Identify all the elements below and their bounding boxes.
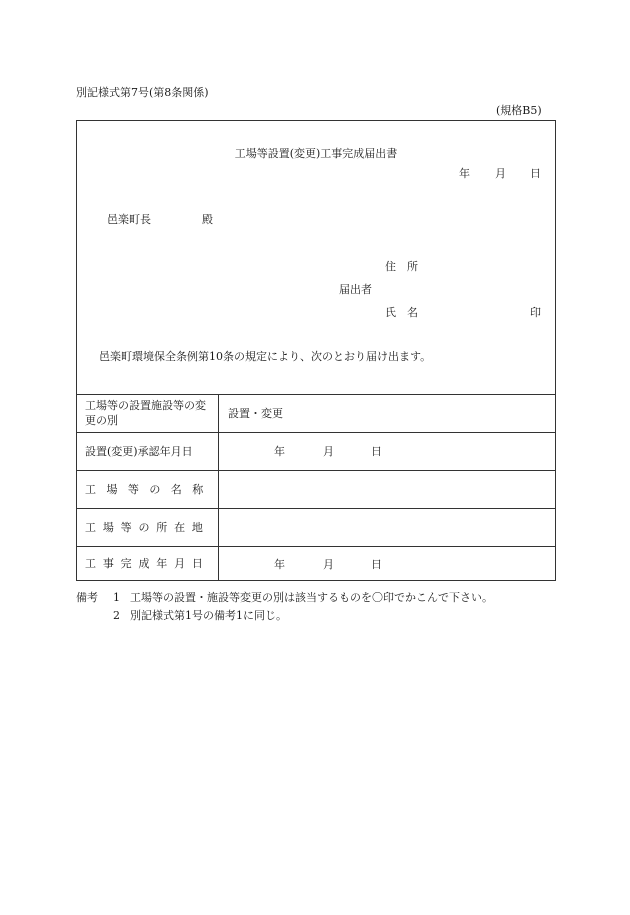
address-label: 住 所	[385, 260, 418, 273]
form-title: 工場等設置(変更)工事完成届出書	[234, 147, 398, 160]
notification-form	[76, 120, 556, 581]
addressee: 邑楽町長	[107, 213, 151, 226]
row-label-change-type: 工場等の設置施設等の変更の別	[85, 398, 206, 427]
row-value-approval-date[interactable]	[218, 433, 555, 470]
paper-size-label: (規格B5)	[496, 104, 542, 117]
note-number: 1	[113, 591, 120, 604]
header-date-day: 日	[530, 167, 541, 180]
row-value-facility-name[interactable]	[228, 471, 548, 508]
row-label-facility-location: 工場等の所在地	[85, 520, 210, 534]
note-number: 2	[113, 609, 120, 622]
approval-year-label: 年	[274, 445, 285, 458]
completion-year-label: 年	[274, 558, 285, 571]
completion-day-label: 日	[371, 558, 382, 571]
completion-month-label: 月	[323, 558, 334, 571]
row-label-completion-date: 工事完成年月日	[85, 557, 210, 571]
row-label-approval-date: 設置(変更)承認年月日	[85, 444, 193, 458]
seal-mark: 印	[530, 306, 541, 319]
note-text: 工場等の設置・施設等変更の別は該当するものを〇印でかこんで下さい。	[130, 591, 493, 604]
approval-day-label: 日	[371, 445, 382, 458]
notifier-label: 届出者	[339, 283, 372, 296]
row-value-completion-date[interactable]	[218, 547, 555, 581]
notes-heading: 備考	[76, 591, 98, 604]
header-date-month: 月	[495, 167, 506, 180]
note-text: 別記様式第1号の備考1に同じ。	[130, 609, 287, 622]
row-value-change-type[interactable]: 設置・変更	[228, 406, 283, 420]
approval-month-label: 月	[323, 445, 334, 458]
row-value-facility-location[interactable]	[228, 509, 548, 546]
honorific: 殿	[202, 213, 213, 226]
row-label-facility-name: 工場等の名称	[85, 482, 214, 496]
statement: 邑楽町環境保全条例第10条の規定により、次のとおり届け出ます。	[99, 350, 432, 363]
form-number: 別記様式第7号(第8条関係)	[76, 86, 209, 99]
header-date-year: 年	[459, 167, 470, 180]
name-label: 氏 名	[385, 306, 418, 319]
